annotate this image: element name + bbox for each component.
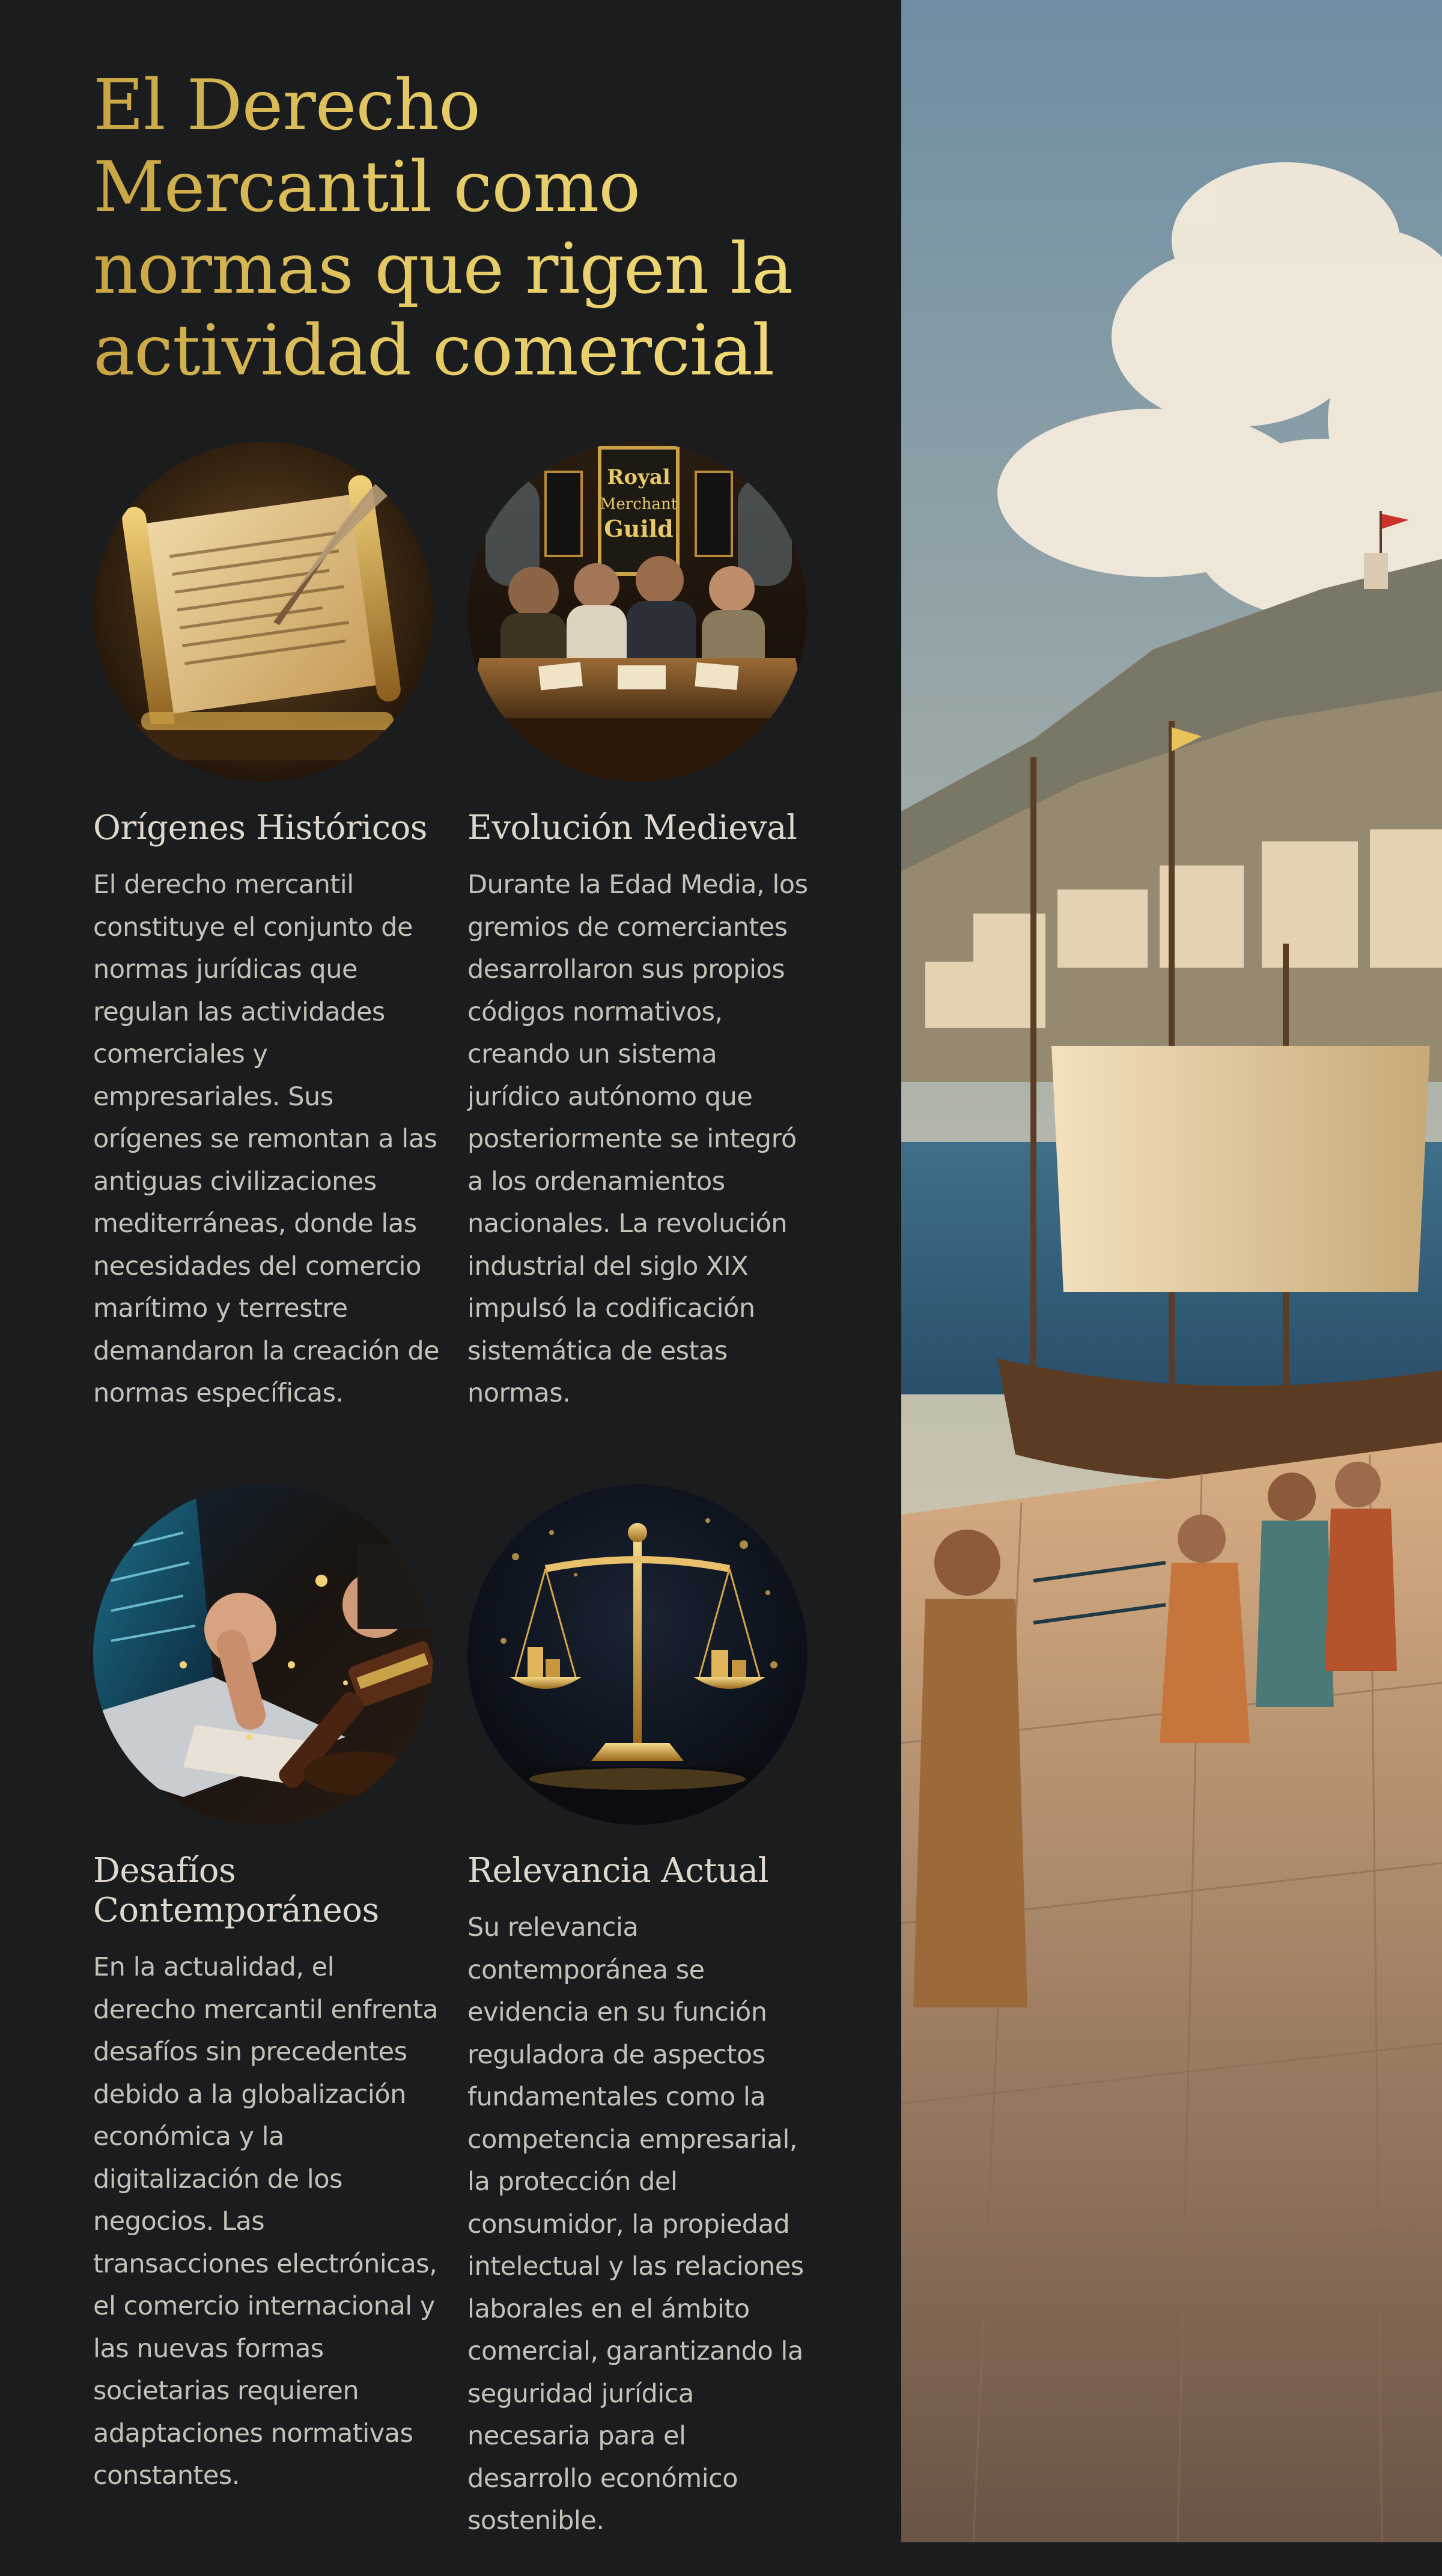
section-heading: Desafíos Contemporáneos (93, 1851, 379, 1930)
section-body: Su relevancia contemporánea se evidencia en su función reguladora de aspectos fundamentales como la competencia empresarial, la protección del consumidor, la propiedad intelectual y las relaciones laborales en el ámbito comercial, garantizando la seguridad jurídica necesaria para el desarrollo económico sostenible. (467, 1912, 804, 2536)
svg-text:Royal: Royal (607, 465, 671, 489)
section-heading: Orígenes Históricos (93, 808, 428, 847)
golden-scales-of-justice-image (467, 1485, 808, 1825)
svg-text:Guild: Guild (604, 515, 674, 542)
section-card-challenges (93, 1485, 442, 2497)
guild-banner-text (600, 465, 678, 542)
svg-text:Merchant: Merchant (600, 495, 678, 513)
ancient-mediterranean-harbor-image (901, 0, 1442, 2542)
page-title: El Derecho Mercantil como normas que rigen la actividad comercial (93, 65, 838, 392)
section-body: En la actualidad, el derecho mercantil enfrenta desafíos sin precedentes debido a la globalización económica y la digitalización de los negocios. Las transacciones electrónicas, el comercio internacional y las nuevas formas societarias requieren adaptaciones normativas constantes. (93, 1952, 439, 2491)
section-card-origins (93, 442, 442, 1415)
section-card-medieval (467, 442, 816, 1415)
laptop-gavel-digital-image (93, 1485, 433, 1825)
section-body: El derecho mercantil constituye el conjunto de normas jurídicas que regulan las actividades comerciales y empresariales. Sus orígenes se remontan a las antiguas civilizaciones mediterráneas, donde las necesidades del comercio marítimo y terrestre demandaron la creación de normas específicas. (93, 870, 440, 1408)
merchant-guild-meeting-image (467, 442, 808, 782)
section-card-relevance (467, 1485, 816, 2542)
section-heading: Relevancia Actual (467, 1851, 769, 1890)
section-heading: Evolución Medieval (467, 808, 797, 847)
parchment-scroll-quill-image (93, 442, 433, 782)
section-body: Durante la Edad Media, los gremios de comerciantes desarrollaron sus propios códigos normativos, creando un sistema jurídico autónomo que posteriormente se integró a los ordenamientos nacionales. La revolución industrial del siglo XIX impulsó la codificación sistemática de estas normas. (467, 870, 808, 1408)
